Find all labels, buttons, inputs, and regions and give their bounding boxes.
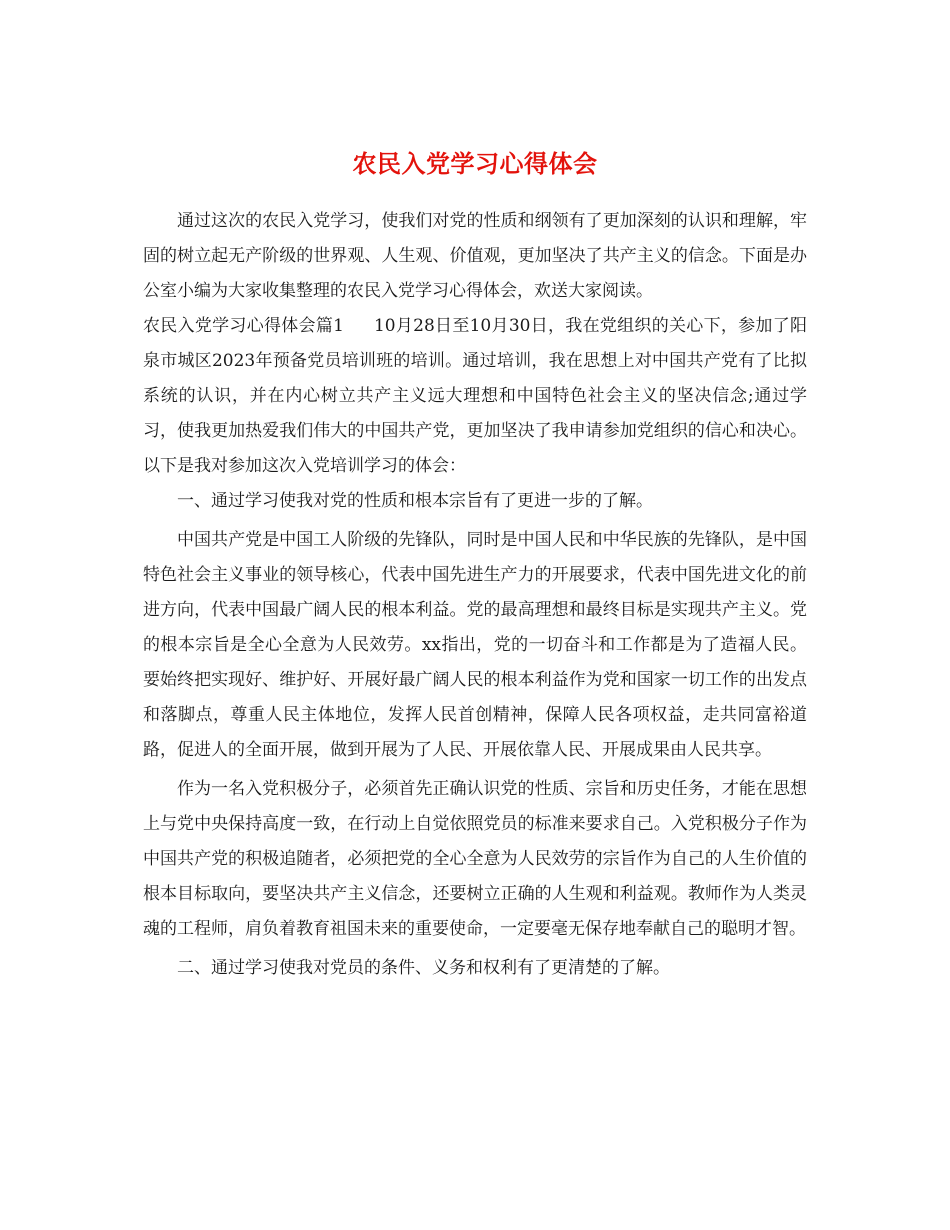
section-heading: 农民入党学习心得体会篇1	[143, 316, 344, 336]
intro-paragraph: 通过这次的农民入党学习，使我们对党的性质和纲领有了更加深刻的认识和理解，牢固的树立起无产阶级的世界观、人生观、价值观，更加坚决了共产主义的信念。下面是办公室小编为大家收集整理的农民入党学习心得体会，欢送大家阅读。	[143, 211, 807, 301]
section-paragraph	[143, 309, 807, 484]
party-nature-paragraph: 中国共产党是中国工人阶级的先锋队，同时是中国人民和中华民族的先锋队，是中国特色社会主义事业的领导核心，代表中国先进生产力的开展要求，代表中国先进文化的前进方向，代表中国最广阔人民的根本利益。党的最高理想和最终目标是实现共产主义。党的根本宗旨是全心全意为人民效劳。xx指出，党的一切奋斗和工作都是为了造福人民。要始终把实现好、维护好、开展好最广阔人民的根本利益作为党和国家一切工作的出发点和落脚点，尊重人民主体地位，发挥人民首创精神，保障人民各项权益，走共同富裕道路，促进人的全面开展，做到开展为了人民、开展依靠人民、开展成果由人民共享。	[143, 530, 807, 760]
activist-paragraph: 作为一名入党积极分子，必须首先正确认识党的性质、宗旨和历史任务，才能在思想上与党中央保持高度一致，在行动上自觉依照党员的标准来要求自己。入党积极分子作为中国共产党的积极追随者，必须把党的全心全意为人民效劳的宗旨作为自己的人生价值的根本目标取向，要坚决共产主义信念，还要树立正确的人生观和利益观。教师作为人类灵魂的工程师，肩负着教育祖国未来的重要使命，一定要毫无保存地奉献自己的聪明才智。	[143, 779, 807, 939]
section-intro-text: 10月28日至10月30日，我在党组织的关心下，参加了阳泉市城区2023年预备党员培训班的培训。通过培训，我在思想上对中国共产党有了比拟系统的认识，并在内心树立共产主义远大理想和中国特色社会主义的坚决信念;通过学习，使我更加热爱我们伟大的中国共产党，更加坚决了我申请参加党组织的信心和决心。以下是我对参加这次入党培训学习的体会：	[143, 316, 807, 476]
document-title: 农民入党学习心得体会	[352, 149, 598, 179]
document-body	[143, 204, 807, 986]
point-one-heading: 一、通过学习使我对党的性质和根本宗旨有了更进一步的了解。	[177, 491, 653, 511]
point-two-heading: 二、通过学习使我对党员的条件、义务和权利有了更清楚的了解。	[177, 958, 670, 978]
